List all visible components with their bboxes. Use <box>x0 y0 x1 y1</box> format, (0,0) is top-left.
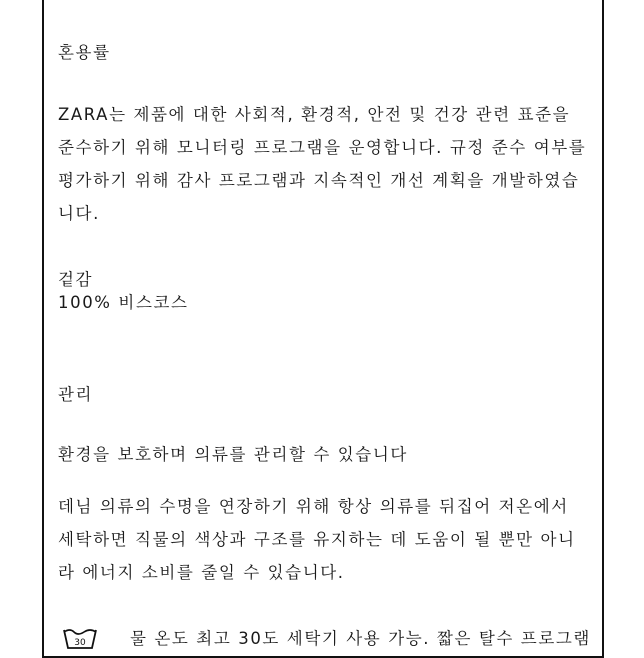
description-line: 준수하기 위해 모니터링 프로그램을 운영합니다. 규정 준수 여부를 <box>58 138 587 157</box>
care-heading: 관리 <box>58 385 94 404</box>
composition-heading: 혼용률 <box>58 43 111 62</box>
outer-fabric-value: 100% 비스코스 <box>58 293 189 312</box>
outer-fabric-label: 겉감 <box>58 270 94 289</box>
denim-line: 데님 의류의 수명을 연장하기 위해 항상 의류를 뒤집어 저온에서 <box>58 497 569 516</box>
composition-description <box>58 98 598 230</box>
wash-instruction-text: 물 온도 최고 30도 세탁기 사용 가능. 짧은 탈수 프로그램 <box>130 629 591 648</box>
care-environment-text: 환경을 보호하며 의류를 관리할 수 있습니다 <box>58 445 408 464</box>
wash-30-icon <box>62 626 98 650</box>
description-line: ZARA는 제품에 대한 사회적, 환경적, 안전 및 건강 관련 표준을 <box>58 105 571 124</box>
description-line: 평가하기 위해 감사 프로그램과 지속적인 개선 계획을 개발하였습 <box>58 171 580 190</box>
denim-line: 세탁하면 직물의 색상과 구조를 유지하는 데 도움이 될 뿐만 아니 <box>58 530 576 549</box>
denim-line: 라 에너지 소비를 줄일 수 있습니다. <box>58 563 345 582</box>
wash-instruction-row <box>58 622 618 652</box>
description-line: 니다. <box>58 204 100 223</box>
svg-text:30: 30 <box>74 638 86 648</box>
denim-care-description <box>58 490 598 589</box>
